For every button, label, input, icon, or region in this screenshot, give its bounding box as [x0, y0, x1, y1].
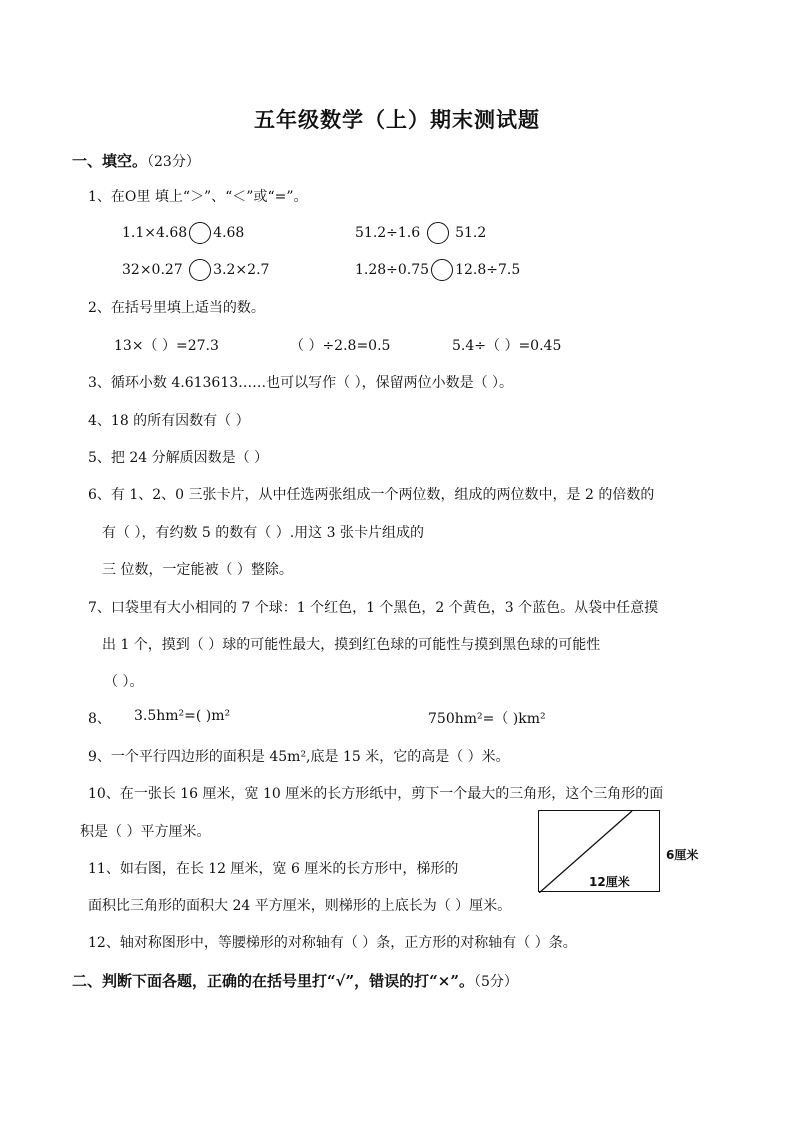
trapezoid-figure [538, 810, 660, 892]
question-9: 9、一个平行四边形的面积是 45m²,底是 15 米，它的高是（ ）米。 [88, 749, 510, 765]
question-8b: 750hm²=（ )km² [428, 711, 546, 727]
question-5: 5、把 24 分解质因数是（ ） [88, 450, 269, 466]
question-10-line-2: 积是（ ）平方厘米。 [80, 824, 211, 840]
answer-circle[interactable] [189, 259, 211, 281]
section-2-heading: 二、判断下面各题，正确的在括号里打“√”，错误的打“×”。（5分） [72, 972, 518, 990]
question-6-line-3: 三 位数，一定能被（ ）整除。 [102, 562, 293, 578]
compare-row-1a: 1.1×4.68 4.68 [122, 222, 244, 244]
question-6-line-1: 6、有 1、2、0 三张卡片，从中任选两张组成一个两位数，组成的两位数中，是 2 的倍数的 [88, 487, 655, 503]
question-2c: 5.4÷（ ）=0.45 [452, 338, 562, 354]
question-2: 2、在括号里填上适当的数。 [88, 300, 265, 316]
page-title: 五年级数学（上）期末测试题 [254, 107, 540, 132]
question-6-line-2: 有（ ），有约数 5 的数有（ ）.用这 3 张卡片组成的 [102, 525, 424, 541]
question-8-number: 8、 [88, 711, 111, 727]
section-1-heading: 一、填空。（23分） [72, 152, 200, 170]
compare-row-2a: 32×0.27 3.2×2.7 [122, 259, 269, 281]
question-4: 4、18 的所有因数有（ ） [88, 413, 250, 429]
question-3: 3、循环小数 4.613613……也可以写作（ ），保留两位小数是（ ）。 [88, 375, 514, 391]
question-12: 12、轴对称图形中，等腰梯形的对称轴有（ ）条，正方形的对称轴有（ ）条。 [88, 935, 577, 951]
question-11-line-1: 11、如右图，在长 12 厘米，宽 6 厘米的长方形中，梯形的 [88, 861, 459, 877]
question-1: 1、在O里 填上“＞”、“＜”或“=”。 [88, 189, 308, 205]
question-2b: （ ）÷2.8=0.5 [290, 338, 391, 354]
question-7-line-2: 出 1 个，摸到（ ）球的可能性最大，摸到红色球的可能性与摸到黑色球的可能性 [102, 637, 601, 653]
question-2a: 13×（ ）=27.3 [114, 338, 219, 354]
question-8a: 3.5hm²=( )m² [134, 708, 231, 724]
answer-circle[interactable] [189, 222, 211, 244]
question-7-line-1: 7、口袋里有大小相同的 7 个球：1 个红色，1 个黑色，2 个黄色，3 个蓝色。从袋中任意摸 [88, 600, 659, 616]
question-10-line-1: 10、在一张长 16 厘米，宽 10 厘米的长方形纸中，剪下一个最大的三角形，这个三角形的面 [88, 786, 664, 802]
question-7-line-3: （ ）。 [104, 674, 144, 690]
question-11-line-2: 面积比三角形的面积大 24 平方厘米，则梯形的上底长为（ ）厘米。 [88, 898, 512, 914]
answer-circle[interactable] [431, 259, 453, 281]
answer-circle[interactable] [427, 222, 449, 244]
compare-row-1b: 51.2÷1.6 51.2 [355, 222, 486, 244]
figure-width-label: 12厘米 [589, 875, 630, 889]
compare-row-2b: 1.28÷0.75 12.8÷7.5 [355, 259, 520, 281]
figure-height-label: 6厘米 [666, 848, 699, 862]
